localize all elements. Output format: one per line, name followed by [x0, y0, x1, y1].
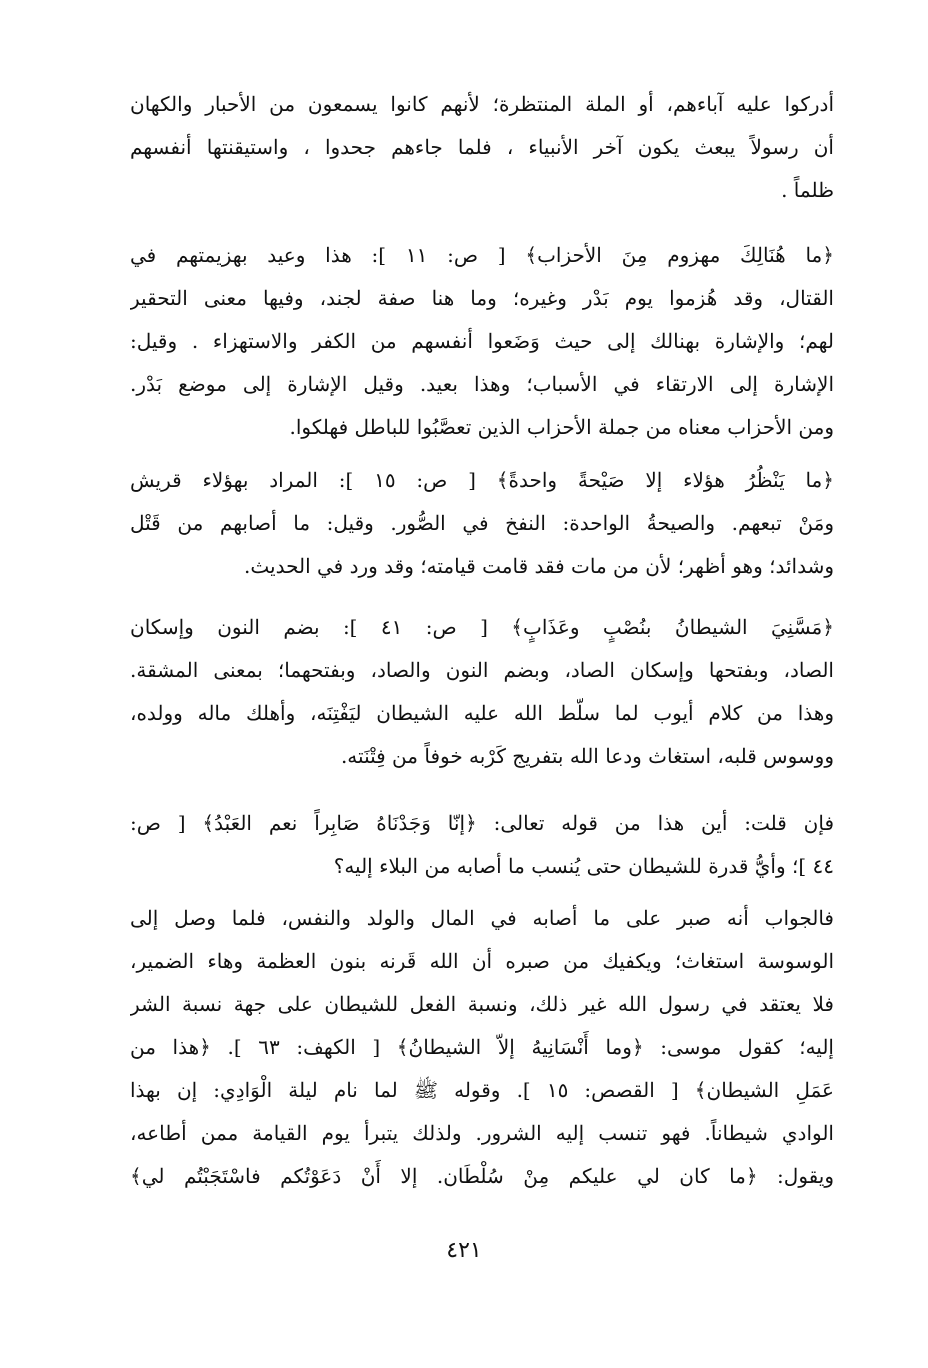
text-line: فالجواب أنه صبر على ما أصابه في المال والولد والنفس، فلما وصل إلى — [130, 906, 834, 930]
text-line: لهم؛ والإشارة بهنالك إلى حيث وَضَعوا أنفسهم من الكفر والاستهزاء . وقيل: — [130, 329, 834, 353]
text-line: الصاد، وبفتحها وإسكان الصاد، وبضم النون والصاد، وبفتحهما؛ بمعنى المشقة. — [130, 658, 834, 682]
paragraph-6 — [130, 897, 834, 1198]
paragraph-2 — [130, 234, 834, 449]
paragraph-1 — [130, 83, 834, 212]
text-line: أن رسولاً يبعث يكون آخر الأنبياء ، فلما جاءهم جحدوا ، واستيقنتها أنفسهم — [130, 135, 834, 159]
paragraph-4 — [130, 606, 834, 778]
text-line: فإن قلت: أين هذا من قوله تعالى: ﴿إنّا وَجَدْنَاهُ صَابِراً نعم العَبْدُ﴾ [ ص: — [130, 811, 834, 835]
page-number: ٤٢١ — [446, 1238, 482, 1263]
text-line: الوسوسة استغاث؛ ويكفيك من صبره أن الله قَرنه بنون العظمة وهاء الضمير، — [130, 949, 834, 973]
text-line: ظلماً . — [781, 178, 834, 202]
text-line: ﴿مَسَّنِيَ الشيطانُ بنُصْبٍ وعَذَابٍ﴾ [ ص: ٤١ ]: بضم النون وإسكان — [130, 615, 834, 639]
text-line: وشدائد؛ وهو أظهر؛ لأن من مات فقد قامت قيامته؛ وقد ورد في الحديث. — [244, 554, 834, 578]
text-line: ٤٤ ]؛ وأيُّ قدرة للشيطان حتى يُنسب ما أصابه من البلاء إليه؟ — [333, 854, 834, 878]
text-line: فلا يعتقد في رسول الله غير ذلك، ونسبة الفعل للشيطان على جهة نسبة الشر — [130, 992, 834, 1016]
text-line: إليه؛ كقول موسى: ﴿وما أَنْسَانِيهُ إلاّ الشيطانُ﴾ [ الكهف: ٦٣ ]. ﴿هذا من — [130, 1035, 834, 1059]
text-line: ومَنْ تبعهم. والصيحةُ الواحدة: النفخ في الصُّور. وقيل: ما أصابهم من قَتْل — [130, 511, 834, 535]
text-line: القتال، وقد هُزموا يوم بَدْر وغيره؛ وما هنا صفة لجند، وفيها معنى التحقير — [130, 286, 834, 310]
text-line: ويقول: ﴿ما كان لي عليكم مِنْ سُلْطَان. إلا أَنْ دَعَوْتُكم فاسْتَجَبْتُم لي﴾ — [130, 1164, 834, 1188]
text-line: ﴿ما هُنَالِكَ مهزوم مِنَ الأحزاب﴾ [ ص: ١١ ]: هذا وعيد بهزيمتهم في — [130, 243, 834, 267]
text-line: أدركوا عليه آباءهم، أو الملة المنتظرة؛ لأنهم كانوا يسمعون من الأحبار والكهان — [130, 92, 834, 116]
text-line: ومن الأحزاب معناه من جملة الأحزاب الذين تعصَّبُوا للباطل فهلكوا. — [289, 415, 834, 439]
paragraph-3 — [130, 459, 834, 588]
text-line: الوادي شيطاناً. فهو تنسب إليه الشرور. ولذلك يتبرأ يوم القيامة ممن أطاعه، — [130, 1121, 834, 1145]
text-line: الإشارة إلى الارتقاء في الأسباب؛ وهذا بعيد. وقيل الإشارة إلى موضع بَدْر. — [130, 372, 834, 396]
paragraph-5 — [130, 802, 834, 888]
text-line: وهذا من كلام أيوب لما سلّط الله عليه الشيطان ليَفْتِنَه، وأهلك ماله وولده، — [130, 701, 834, 725]
text-line: ﴿ما يَنْظُرُ هؤلاء إلا صَيْحةً واحدةً﴾ [ ص: ١٥ ]: المراد بهؤلاء قريش — [130, 468, 834, 492]
text-line: ووسوس قلبه، استغاث ودعا الله بتفريج كَرْبه خوفاً من فِتْنَته. — [340, 744, 834, 768]
text-line: عَمَلِ الشيطان﴾ [ القصص: ١٥ ]. وقوله ﷺ لما نام ليلة الْوَادِي: إن بهذا — [130, 1078, 834, 1102]
